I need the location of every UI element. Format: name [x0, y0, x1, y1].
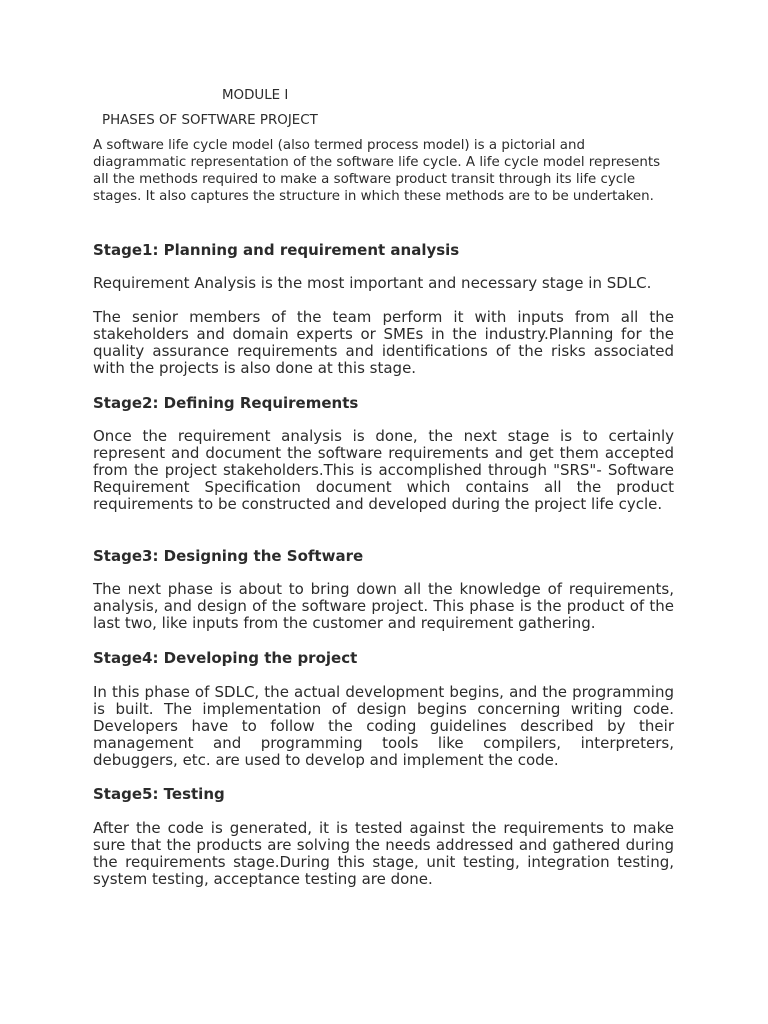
- stage-1-title: Stage1: Planning and requirement analysis: [93, 241, 460, 259]
- stage-5-title: Stage5: Testing: [93, 785, 225, 803]
- page-title: PHASES OF SOFTWARE PROJECT: [102, 113, 318, 128]
- stage-1-paragraph-2: The senior members of the team perform it with inputs from all the stakeholders and domain experts or SMEs in the industry.Planning for the quality assurance requirements and identifications of the risks associated with the projects is also done at this stage.: [93, 308, 674, 377]
- stage-2-paragraph-1: Once the requirement analysis is done, the next stage is to certainly represent and document the software requirements and get them accepted from the project stakeholders.This is accomplished through "SRS"- Software Requirement Specification document which contains all the product requirements to be constructed and developed during the project life cycle.: [93, 427, 674, 513]
- module-heading: MODULE I: [222, 88, 289, 103]
- intro-paragraph: A software life cycle model (also termed process model) is a pictorial and diagrammatic representation of the software life cycle. A life cycle model represents all the methods required to make a software product transit through its life cycle stages. It also captures the structure in which these methods are to be undertaken.: [93, 138, 661, 204]
- stage-1-paragraph-1: Requirement Analysis is the most important and necessary stage in SDLC.: [93, 274, 652, 292]
- stage-3-paragraph-1: The next phase is about to bring down all the knowledge of requirements, analysis, and design of the software project. This phase is the product of the last two, like inputs from the customer and requirement gathering.: [93, 580, 674, 632]
- stage-4-paragraph-1: In this phase of SDLC, the actual development begins, and the programming is built. The implementation of design begins concerning writing code. Developers have to follow the coding guidelines described by their management and programming tools like compilers, interpreters, debuggers, etc. are used to develop and implement the code.: [93, 683, 674, 769]
- stage-5-paragraph-1: After the code is generated, it is tested against the requirements to make sure that the products are solving the needs addressed and gathered during the requirements stage.During this stage, unit testing, integration testing, system testing, acceptance testing are done.: [93, 819, 674, 888]
- stage-2-title: Stage2: Defining Requirements: [93, 394, 359, 412]
- stage-4-title: Stage4: Developing the project: [93, 649, 358, 667]
- stage-3-title: Stage3: Designing the Software: [93, 547, 364, 565]
